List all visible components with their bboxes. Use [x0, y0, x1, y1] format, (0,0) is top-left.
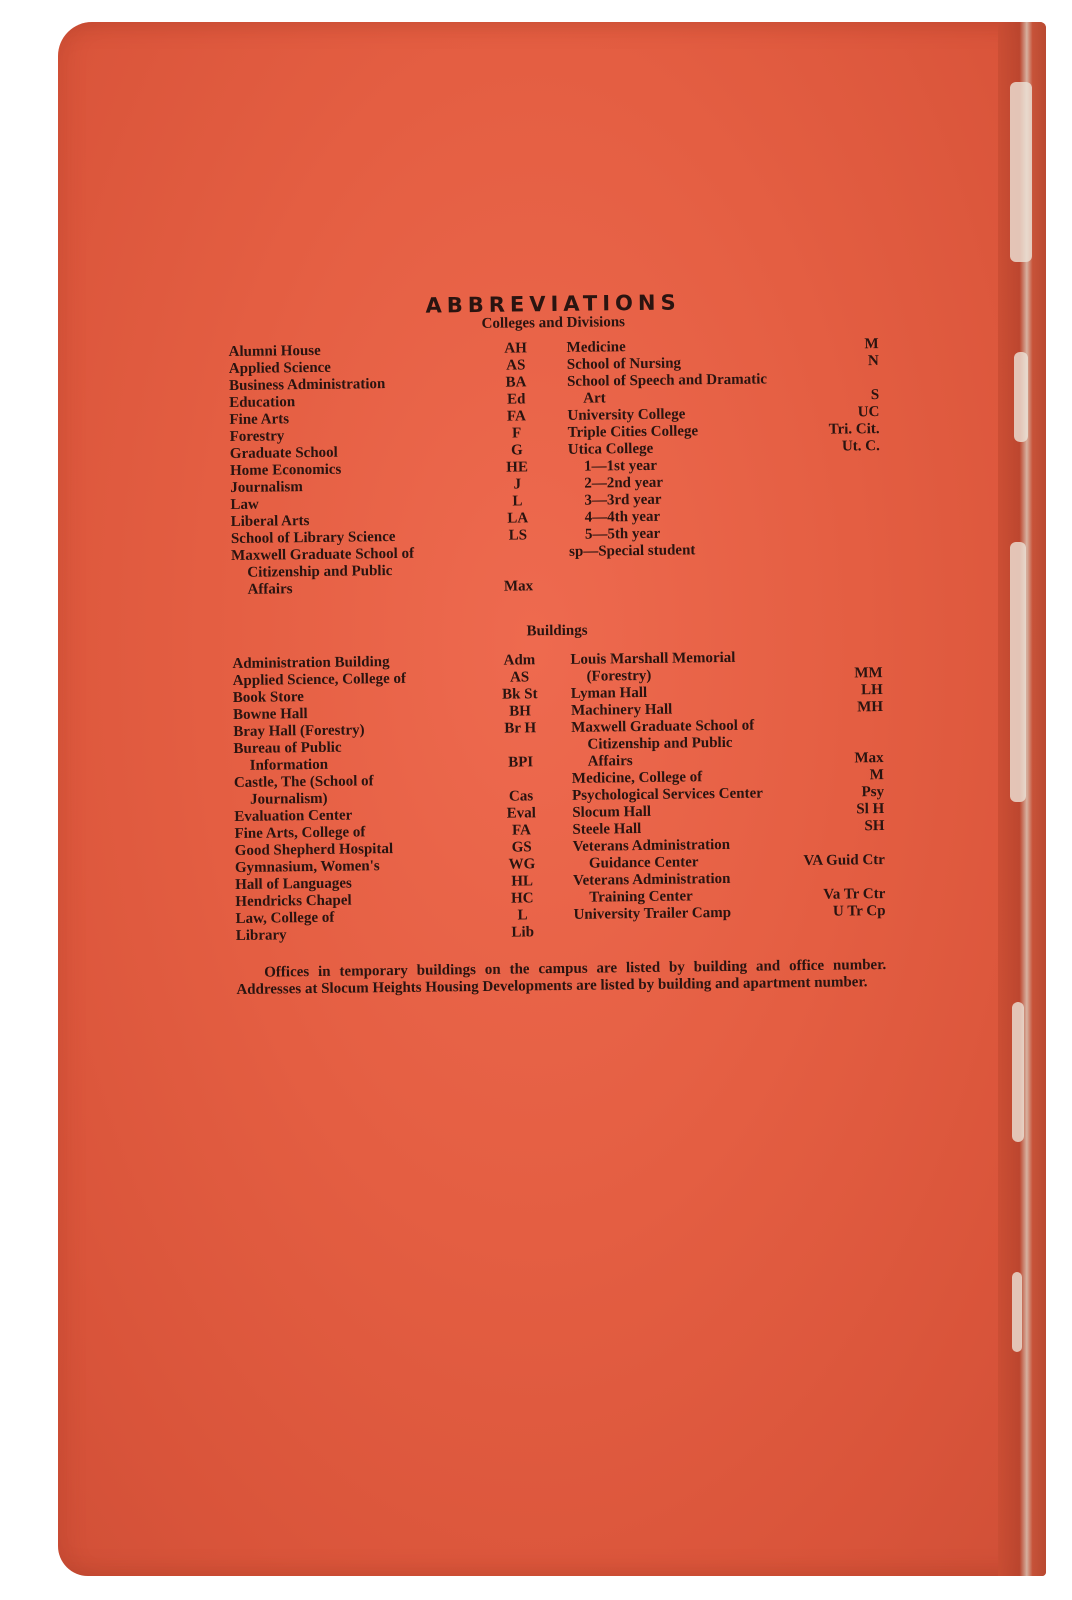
entry-name: Bray Hall (Forestry) [233, 722, 365, 740]
entry-abbreviation: FA [511, 822, 532, 839]
entry-name: Administration Building [232, 654, 390, 672]
entry-name: Steele Hall [572, 820, 642, 838]
spine-wear [1014, 352, 1028, 442]
entry-abbreviation: Eval [506, 805, 536, 822]
entry-name: Castle, The (School of [233, 773, 374, 791]
entry-name: Business Administration [228, 376, 386, 394]
entry-name: Hall of Languages [235, 875, 352, 893]
entry-name: Graduate School [229, 444, 338, 462]
entry-name: 3—3rd year [584, 491, 662, 509]
entry-abbreviation: S [870, 387, 880, 404]
entry-abbreviation: G [510, 442, 523, 459]
entry-name: Evaluation Center [234, 807, 353, 825]
entry-abbreviation: L [512, 493, 523, 510]
colleges-heading: Colleges and Divisions [481, 314, 626, 332]
entry-abbreviation: Adm [503, 652, 536, 669]
buildings-heading: Buildings [526, 622, 588, 640]
entry-name: Machinery Hall [570, 701, 673, 719]
abbreviations-page [228, 292, 886, 999]
spine-wear [1012, 1272, 1022, 1352]
entry-name: Psychological Services Center [571, 785, 763, 804]
entry-name: Medicine [566, 339, 626, 356]
entry-abbreviation: U Tr Cp [832, 903, 886, 920]
entry-name: School of Speech and Dramatic [566, 371, 768, 390]
entry-name: Applied Science [228, 359, 332, 377]
entry-abbreviation: AH [504, 340, 527, 357]
entry-name: Fine Arts, College of [234, 824, 366, 842]
entry-name: University Trailer Camp [573, 904, 732, 923]
entry-name: Utica College [567, 440, 654, 458]
entry-name: Triple Cities College [567, 423, 699, 441]
entry-abbreviation: HE [506, 459, 529, 476]
entry-name: Law [230, 496, 259, 513]
entry-abbreviation: Br H [504, 720, 537, 737]
buildings-left-column [232, 652, 548, 945]
entry-abbreviation: Psy [861, 784, 885, 801]
entry-abbreviation: Tri. Cit. [828, 421, 880, 438]
entry-abbreviation: VA Guid Ctr [803, 852, 885, 870]
entry-abbreviation: FA [506, 408, 526, 425]
entry-name: Journalism [230, 479, 303, 496]
entry-abbreviation: Va Tr Ctr [823, 886, 886, 903]
entry-abbreviation: AS [509, 669, 530, 686]
entry-name: Good Shepherd Hospital [234, 841, 394, 859]
entry-abbreviation: MM [854, 665, 883, 682]
abbreviation-row [236, 924, 548, 945]
entry-abbreviation: Bk St [502, 686, 538, 703]
entry-name: (Forestry) [586, 667, 652, 685]
entry-name: Book Store [232, 689, 304, 706]
entry-abbreviation: LH [861, 682, 883, 699]
entry-name: Fine Arts [229, 411, 290, 428]
entry-name: Alumni House [228, 342, 321, 360]
entry-abbreviation: N [867, 353, 879, 370]
entry-abbreviation: F [511, 425, 522, 442]
colleges-right-column [567, 336, 882, 595]
entry-name: Citizenship and Public [247, 563, 393, 581]
entry-abbreviation: M [864, 336, 879, 353]
entry-name: 2—2nd year [584, 474, 664, 492]
entry-name: Law, College of [235, 909, 335, 927]
entry-name: Training Center [589, 888, 693, 906]
abbreviation-row [569, 540, 881, 561]
entry-abbreviation: BPI [508, 754, 534, 771]
entry-name: Hendricks Chapel [235, 892, 352, 910]
entry-abbreviation: Sl H [856, 801, 885, 818]
entry-name: Education [229, 394, 296, 411]
entry-abbreviation: GS [511, 839, 532, 856]
entry-abbreviation: SH [864, 818, 885, 835]
entry-name: Art [583, 390, 606, 407]
entry-name: Maxwell Graduate School of [231, 545, 415, 564]
entry-name: Citizenship and Public [587, 734, 733, 753]
entry-abbreviation: LS [508, 527, 528, 544]
entry-name: Guidance Center [588, 854, 699, 872]
entry-abbreviation: LA [507, 510, 529, 527]
entry-name: 4—4th year [584, 508, 661, 526]
entry-name: Home Economics [229, 461, 342, 479]
entry-abbreviation: BH [509, 703, 531, 720]
entry-name: 1—1st year [583, 457, 658, 475]
entry-name: Bureau of Public [233, 739, 342, 757]
entry-abbreviation: BA [505, 374, 527, 391]
entry-abbreviation: M [869, 767, 884, 784]
colleges-left-column [229, 340, 544, 599]
abbreviation-row [573, 903, 885, 924]
colleges-table [229, 336, 882, 599]
entry-name: Gymnasium, Women's [234, 858, 380, 876]
entry-abbreviation: J [513, 476, 522, 493]
entry-abbreviation: Max [503, 578, 534, 595]
entry-abbreviation: HL [511, 873, 534, 890]
entry-abbreviation: MH [857, 699, 884, 716]
page-title: ABBREVIATIONS [425, 290, 681, 318]
entry-abbreviation: Ed [506, 391, 526, 408]
abbreviation-row [231, 578, 543, 599]
entry-name: Liberal Arts [230, 513, 310, 530]
entry-abbreviation: L [517, 907, 528, 924]
entry-name: School of Library Science [230, 528, 396, 547]
entry-name: Medicine, College of [571, 769, 703, 787]
footnote: Offices in temporary buildings on the campus are listed by building and office number. Addresses at Slocum Heights Housing Developments are listed by building and apartment number. [236, 957, 887, 998]
entry-name: Slocum Hall [572, 803, 652, 821]
buildings-right-column [570, 648, 886, 941]
entry-name: sp—Special student [569, 542, 696, 560]
entry-name: Veterans Administration [573, 870, 731, 889]
entry-name: University College [567, 406, 686, 424]
buildings-table [232, 648, 885, 945]
entry-name: Forestry [229, 428, 285, 445]
entry-name: Maxwell Graduate School of [571, 717, 755, 736]
entry-abbreviation: HC [510, 890, 534, 907]
entry-abbreviation: Lib [511, 924, 535, 941]
entry-name: Louis Marshall Memorial [570, 649, 736, 668]
spine-wear [1010, 82, 1032, 262]
entry-name: School of Nursing [566, 355, 682, 373]
entry-name: 5—5th year [584, 525, 661, 543]
spine-wear [1012, 1002, 1024, 1142]
entry-name: Affairs [587, 753, 633, 770]
entry-name: Affairs [247, 581, 293, 598]
entry-name: Veterans Administration [572, 836, 731, 855]
entry-name: Library [235, 927, 287, 944]
entry-name: Bowne Hall [232, 706, 308, 723]
spine-wear [1010, 542, 1026, 802]
entry-name: Applied Science, College of [232, 670, 407, 689]
entry-abbreviation: Ut. C. [841, 438, 880, 455]
entry-abbreviation: Cas [508, 788, 534, 805]
entry-abbreviation: WG [508, 856, 536, 873]
entry-abbreviation: UC [857, 404, 880, 421]
entry-name: Lyman Hall [570, 684, 648, 702]
entry-name: Journalism) [250, 790, 328, 808]
entry-name: Information [249, 756, 329, 774]
entry-abbreviation: Max [854, 750, 884, 767]
entry-abbreviation: AS [506, 357, 526, 374]
